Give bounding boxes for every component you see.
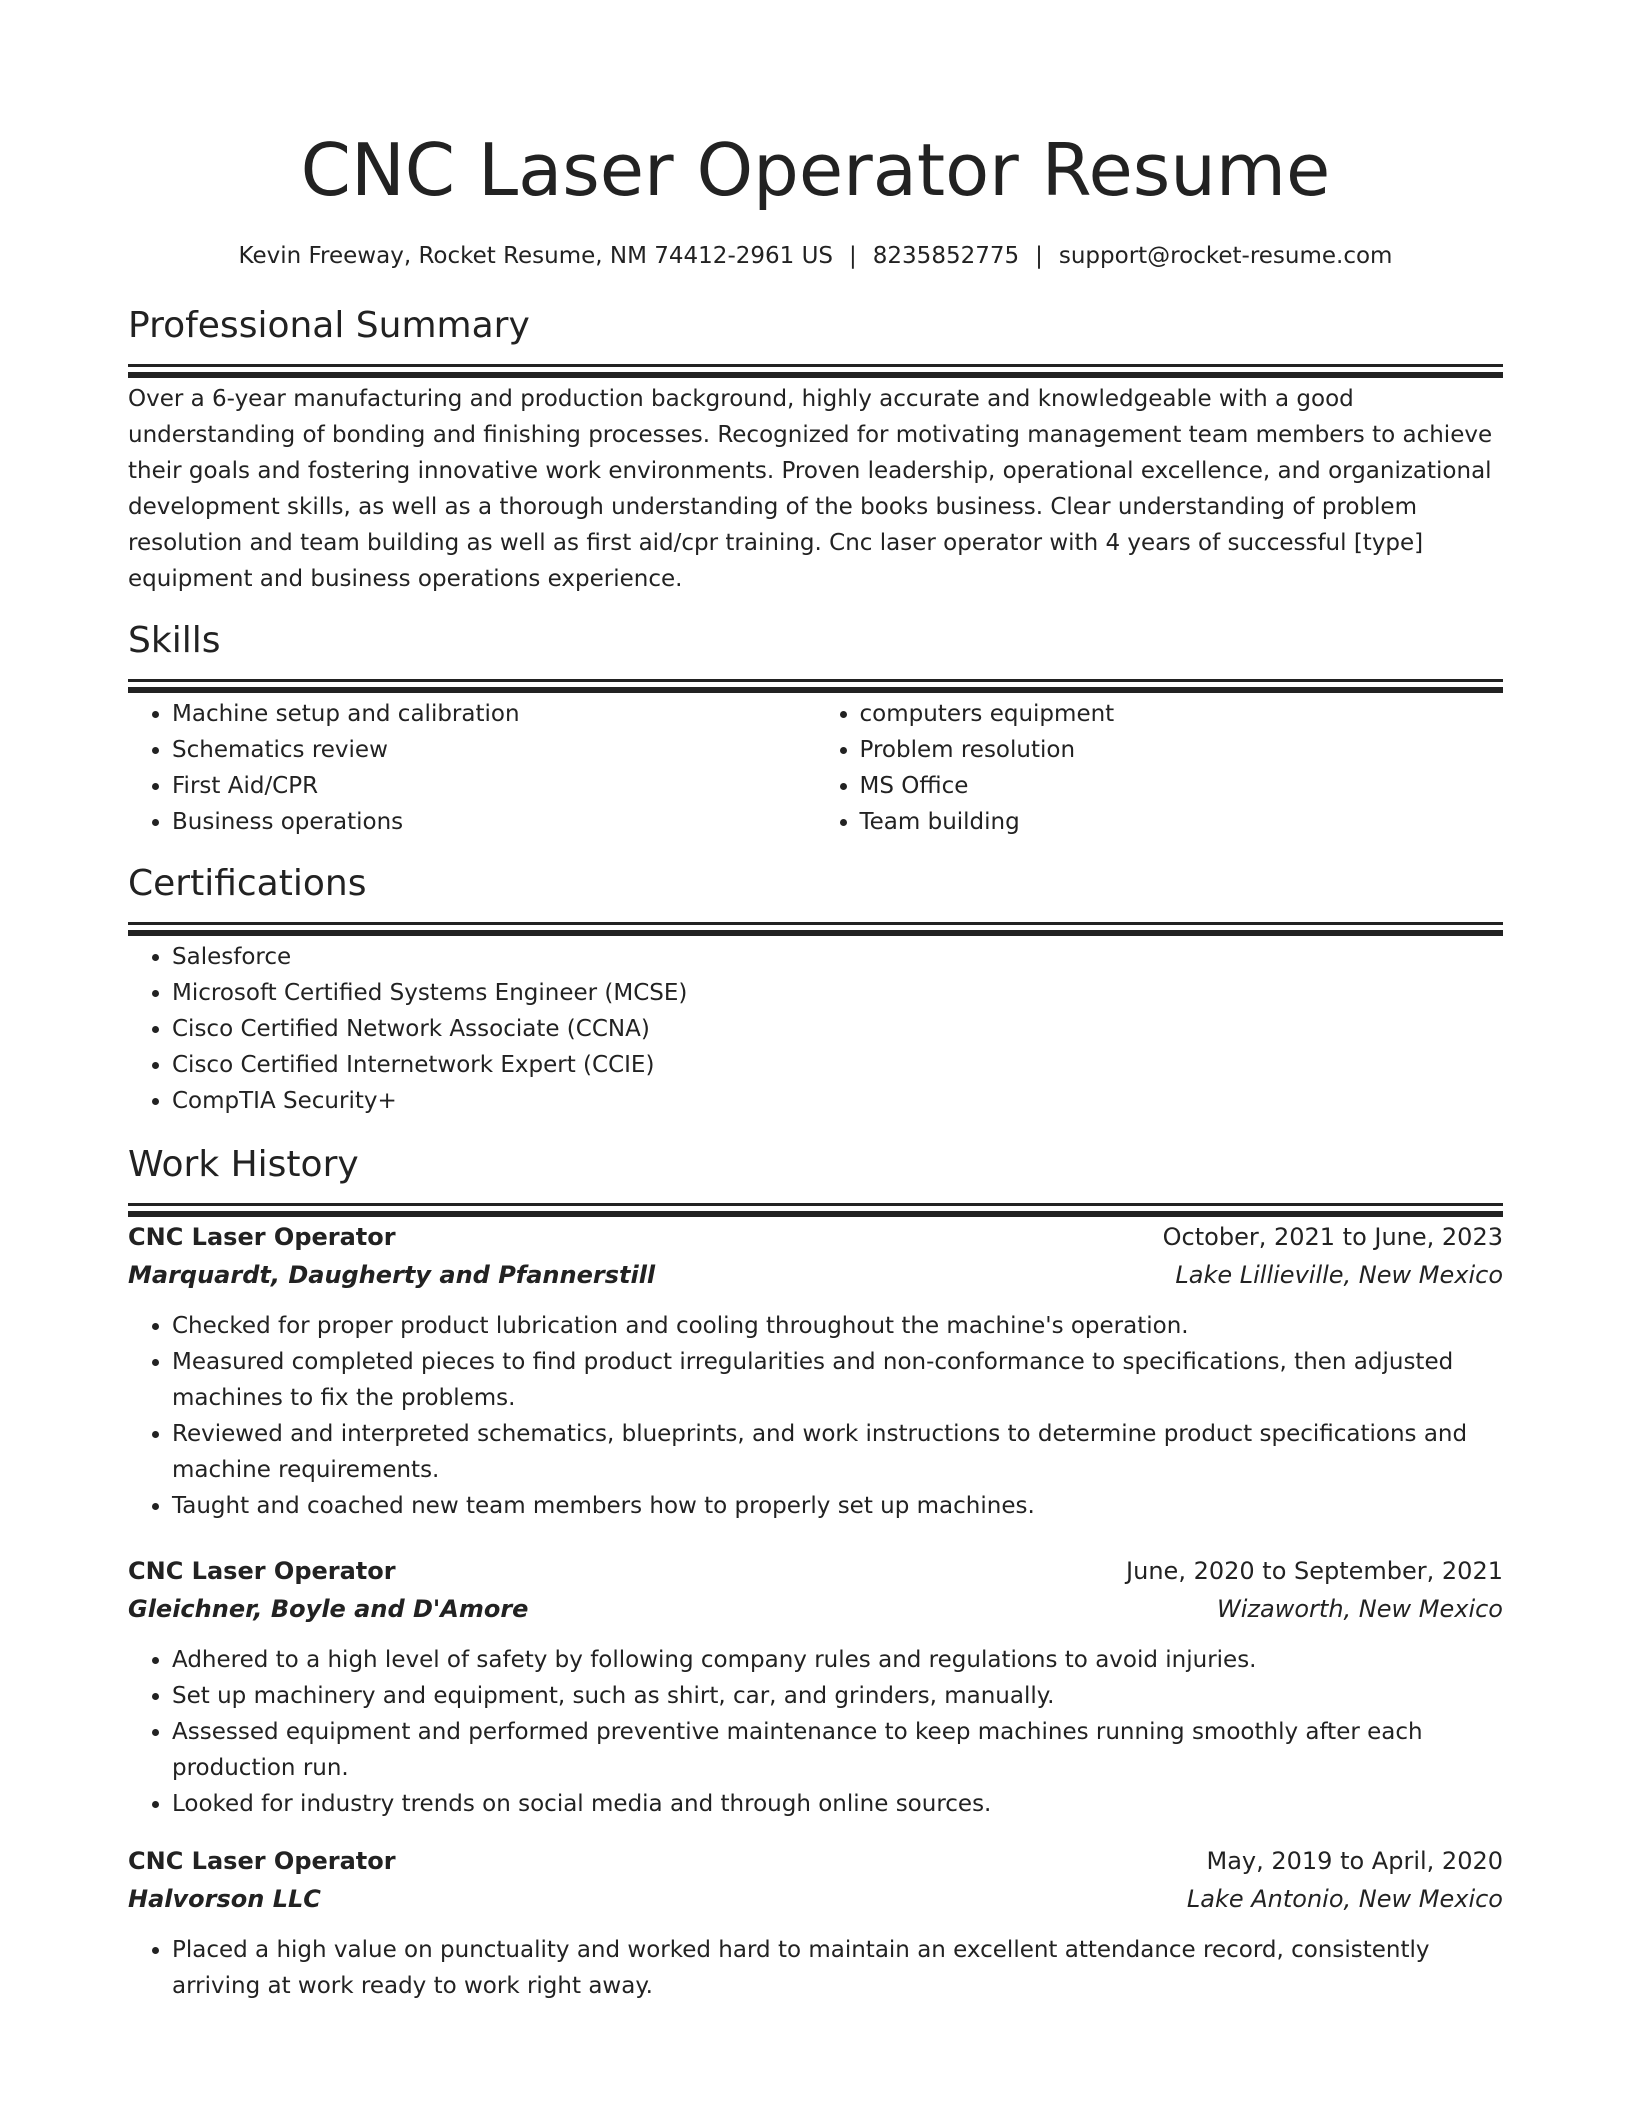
job-dates: June, 2020 to September, 2021 [1126, 1557, 1503, 1585]
job-company-row [128, 1256, 1503, 1294]
skill-item: • computers equipment [860, 696, 1504, 732]
job-bullet: • Taught and coached new team members how to properly set up machines. [172, 1488, 1503, 1524]
contact-email: support@rocket-resume.com [1058, 243, 1393, 269]
section-divider [128, 364, 1503, 367]
job-header-row [128, 1218, 1503, 1256]
job-bullets [128, 1932, 1503, 2004]
job-bullet: • Reviewed and interpreted schematics, blueprints, and work instructions to determine product specifications and machine requirements. [172, 1416, 1503, 1488]
contact-separator: | [849, 243, 857, 269]
skill-item: • MS Office [860, 768, 1504, 804]
section-heading-skills: Skills [128, 620, 221, 661]
job-company-row [128, 1590, 1503, 1628]
work-history-section [128, 1141, 1503, 2004]
section-divider [128, 1203, 1503, 1206]
skills-section [128, 617, 1503, 840]
summary-text: Over a 6-year manufacturing and production background, highly accurate and knowledgeable with a good understanding of bonding and finishing processes. Recognized for motivating management team members to achieve their goals and fostering innovative work environments. Proven leadership, operational excellence, and organizational development skills, as well as a thorough understanding of the books business. Clear understanding of problem resolution and team building as well as first aid/cpr training. Cnc laser operator with 4 years of successful [type] equipment and business operations experience. [128, 386, 1493, 592]
job-bullet: • Looked for industry trends on social media and through online sources. [172, 1786, 1503, 1822]
job-entry [128, 1218, 1503, 1524]
section-divider [128, 922, 1503, 925]
job-dates: October, 2021 to June, 2023 [1162, 1223, 1503, 1251]
job-bullet: • Adhered to a high level of safety by following company rules and regulations to avoid injuries. [172, 1642, 1503, 1678]
contact-line [128, 240, 1503, 272]
skill-item: • Schematics review [172, 732, 816, 768]
job-company-row [128, 1880, 1503, 1918]
job-location: Lake Lillieville, New Mexico [1175, 1261, 1503, 1289]
section-heading-summary: Professional Summary [128, 305, 530, 346]
contact-address: Kevin Freeway, Rocket Resume, NM 74412-2961 US [238, 243, 834, 269]
skills-list-left [128, 696, 816, 840]
section-divider [128, 679, 1503, 682]
job-bullet: • Measured completed pieces to find product irregularities and non-conformance to specifications, then adjusted machines to fix the problems. [172, 1344, 1503, 1416]
job-title: CNC Laser Operator [128, 1223, 396, 1251]
skill-item: • Problem resolution [860, 732, 1504, 768]
job-bullets [128, 1308, 1503, 1524]
job-header-row [128, 1842, 1503, 1880]
certification-item: • Cisco Certified Internetwork Expert (CCIE) [172, 1047, 1503, 1083]
section-heading-work-history: Work History [128, 1144, 359, 1185]
job-entry [128, 1552, 1503, 1822]
contact-phone: 8235852775 [872, 243, 1020, 269]
skills-list-right [816, 696, 1504, 840]
skill-item: • Business operations [172, 804, 816, 840]
job-entry [128, 1842, 1503, 2004]
job-bullet: • Set up machinery and equipment, such as shirt, car, and grinders, manually. [172, 1678, 1503, 1714]
certifications-section [128, 860, 1503, 1119]
certification-item: • Salesforce [172, 939, 1503, 975]
certification-item: • CompTIA Security+ [172, 1083, 1503, 1119]
certifications-list [128, 939, 1503, 1119]
skill-item: • First Aid/CPR [172, 768, 816, 804]
section-heading-certifications: Certifications [128, 863, 367, 904]
job-company: Marquardt, Daugherty and Pfannerstill [128, 1261, 656, 1289]
summary-section [128, 302, 1503, 597]
skill-item: • Machine setup and calibration [172, 696, 816, 732]
job-bullet: • Placed a high value on punctuality and worked hard to maintain an excellent attendance record, consistently arriving at work ready to work right away. [172, 1932, 1503, 2004]
job-company: Halvorson LLC [128, 1885, 321, 1913]
job-bullets [128, 1642, 1503, 1822]
skill-item: • Team building [860, 804, 1504, 840]
certification-item: • Microsoft Certified Systems Engineer (MCSE) [172, 975, 1503, 1011]
job-bullet: • Assessed equipment and performed preventive maintenance to keep machines running smoothly after each production run. [172, 1714, 1503, 1786]
certification-item: • Cisco Certified Network Associate (CCNA) [172, 1011, 1503, 1047]
job-location: Wizaworth, New Mexico [1217, 1595, 1503, 1623]
job-bullet: • Checked for proper product lubrication and cooling throughout the machine's operation. [172, 1308, 1503, 1344]
job-location: Lake Antonio, New Mexico [1186, 1885, 1503, 1913]
job-title: CNC Laser Operator [128, 1847, 396, 1875]
resume-title: CNC Laser Operator Resume [300, 128, 1331, 212]
skills-grid [128, 696, 1503, 840]
job-header-row [128, 1552, 1503, 1590]
job-company: Gleichner, Boyle and D'Amore [128, 1595, 529, 1623]
contact-separator: | [1035, 243, 1043, 269]
job-dates: May, 2019 to April, 2020 [1206, 1847, 1503, 1875]
job-title: CNC Laser Operator [128, 1557, 396, 1585]
